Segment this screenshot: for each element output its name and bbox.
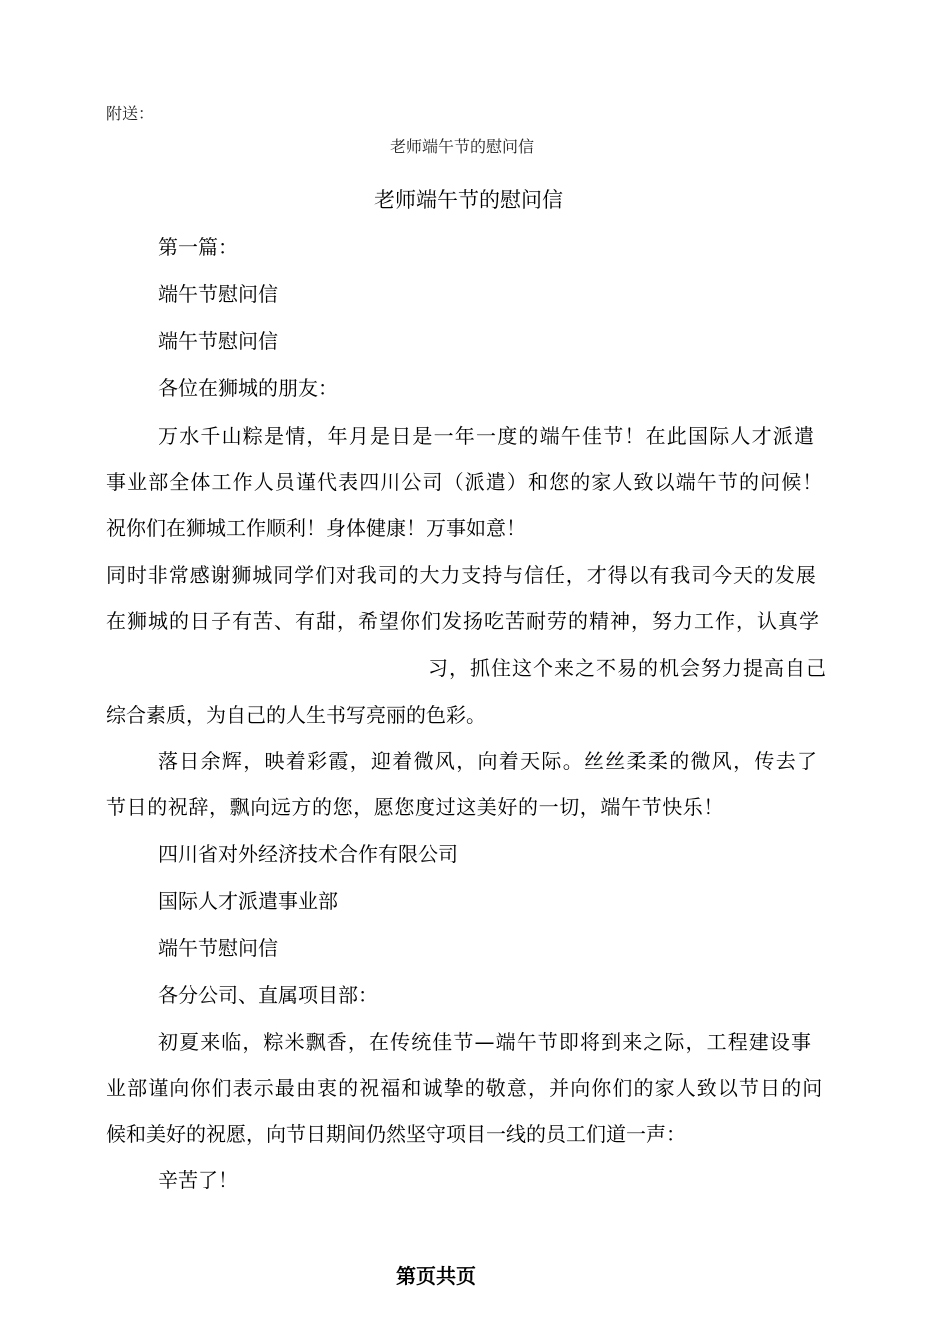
salutation: 各分公司、直属项目部： (158, 983, 378, 1007)
attachment-subtitle: 老师端午节的慰问信 (390, 137, 535, 156)
paragraph-line: 事业部全体工作人员谨代表四川公司（派遣）和您的家人致以端午节的问候！ (106, 470, 824, 494)
paragraph-line: 万水千山粽是情，年月是日是一年一度的端午佳节！在此国际人才派遣 (158, 424, 816, 448)
section-heading: 第一篇： (158, 235, 238, 259)
signature-company: 四川省对外经济技术合作有限公司 (158, 842, 458, 866)
paragraph-line: 落日余辉，映着彩霞，迎着微风，向着天际。丝丝柔柔的微风，传去了 (158, 749, 819, 773)
paragraph-line: 习，抓住这个来之不易的机会努力提高自己 (428, 656, 827, 680)
salutation: 各位在狮城的朋友： (158, 376, 338, 400)
letter-title: 端午节慰问信 (158, 329, 278, 353)
paragraph-line: 业部谨向你们表示最由衷的祝福和诚挚的敬意，并向你们的家人致以节日的问 (106, 1076, 824, 1100)
signature-department: 国际人才派遣事业部 (158, 889, 338, 913)
attachment-label: 附送： (106, 104, 155, 123)
page-title: 老师端午节的慰问信 (374, 188, 563, 212)
letter-title: 端午节慰问信 (158, 936, 278, 960)
page-footer: 第页共页 (396, 1264, 476, 1288)
paragraph-line: 初夏来临，粽米飘香，在传统佳节—端午节即将到来之际，工程建设事 (158, 1030, 813, 1054)
paragraph-line: 综合素质，为自己的人生书写亮丽的色彩。 (106, 703, 486, 727)
paragraph-line: 同时非常感谢狮城同学们对我司的大力支持与信任，才得以有我司今天的发展 (106, 563, 817, 587)
paragraph-line: 祝你们在狮城工作顺利！身体健康！万事如意！ (106, 516, 526, 540)
letter-title: 端午节慰问信 (158, 282, 278, 306)
paragraph-line: 在狮城的日子有苦、有甜，希望你们发扬吃苦耐劳的精神，努力工作，认真学 (106, 609, 820, 633)
paragraph-line: 辛苦了！ (158, 1168, 238, 1192)
paragraph-line: 候和美好的祝愿，向节日期间仍然坚守项目一线的员工们道一声： (106, 1122, 686, 1146)
paragraph-line: 节日的祝辞，飘向远方的您，愿您度过这美好的一切，端午节快乐！ (106, 795, 724, 819)
